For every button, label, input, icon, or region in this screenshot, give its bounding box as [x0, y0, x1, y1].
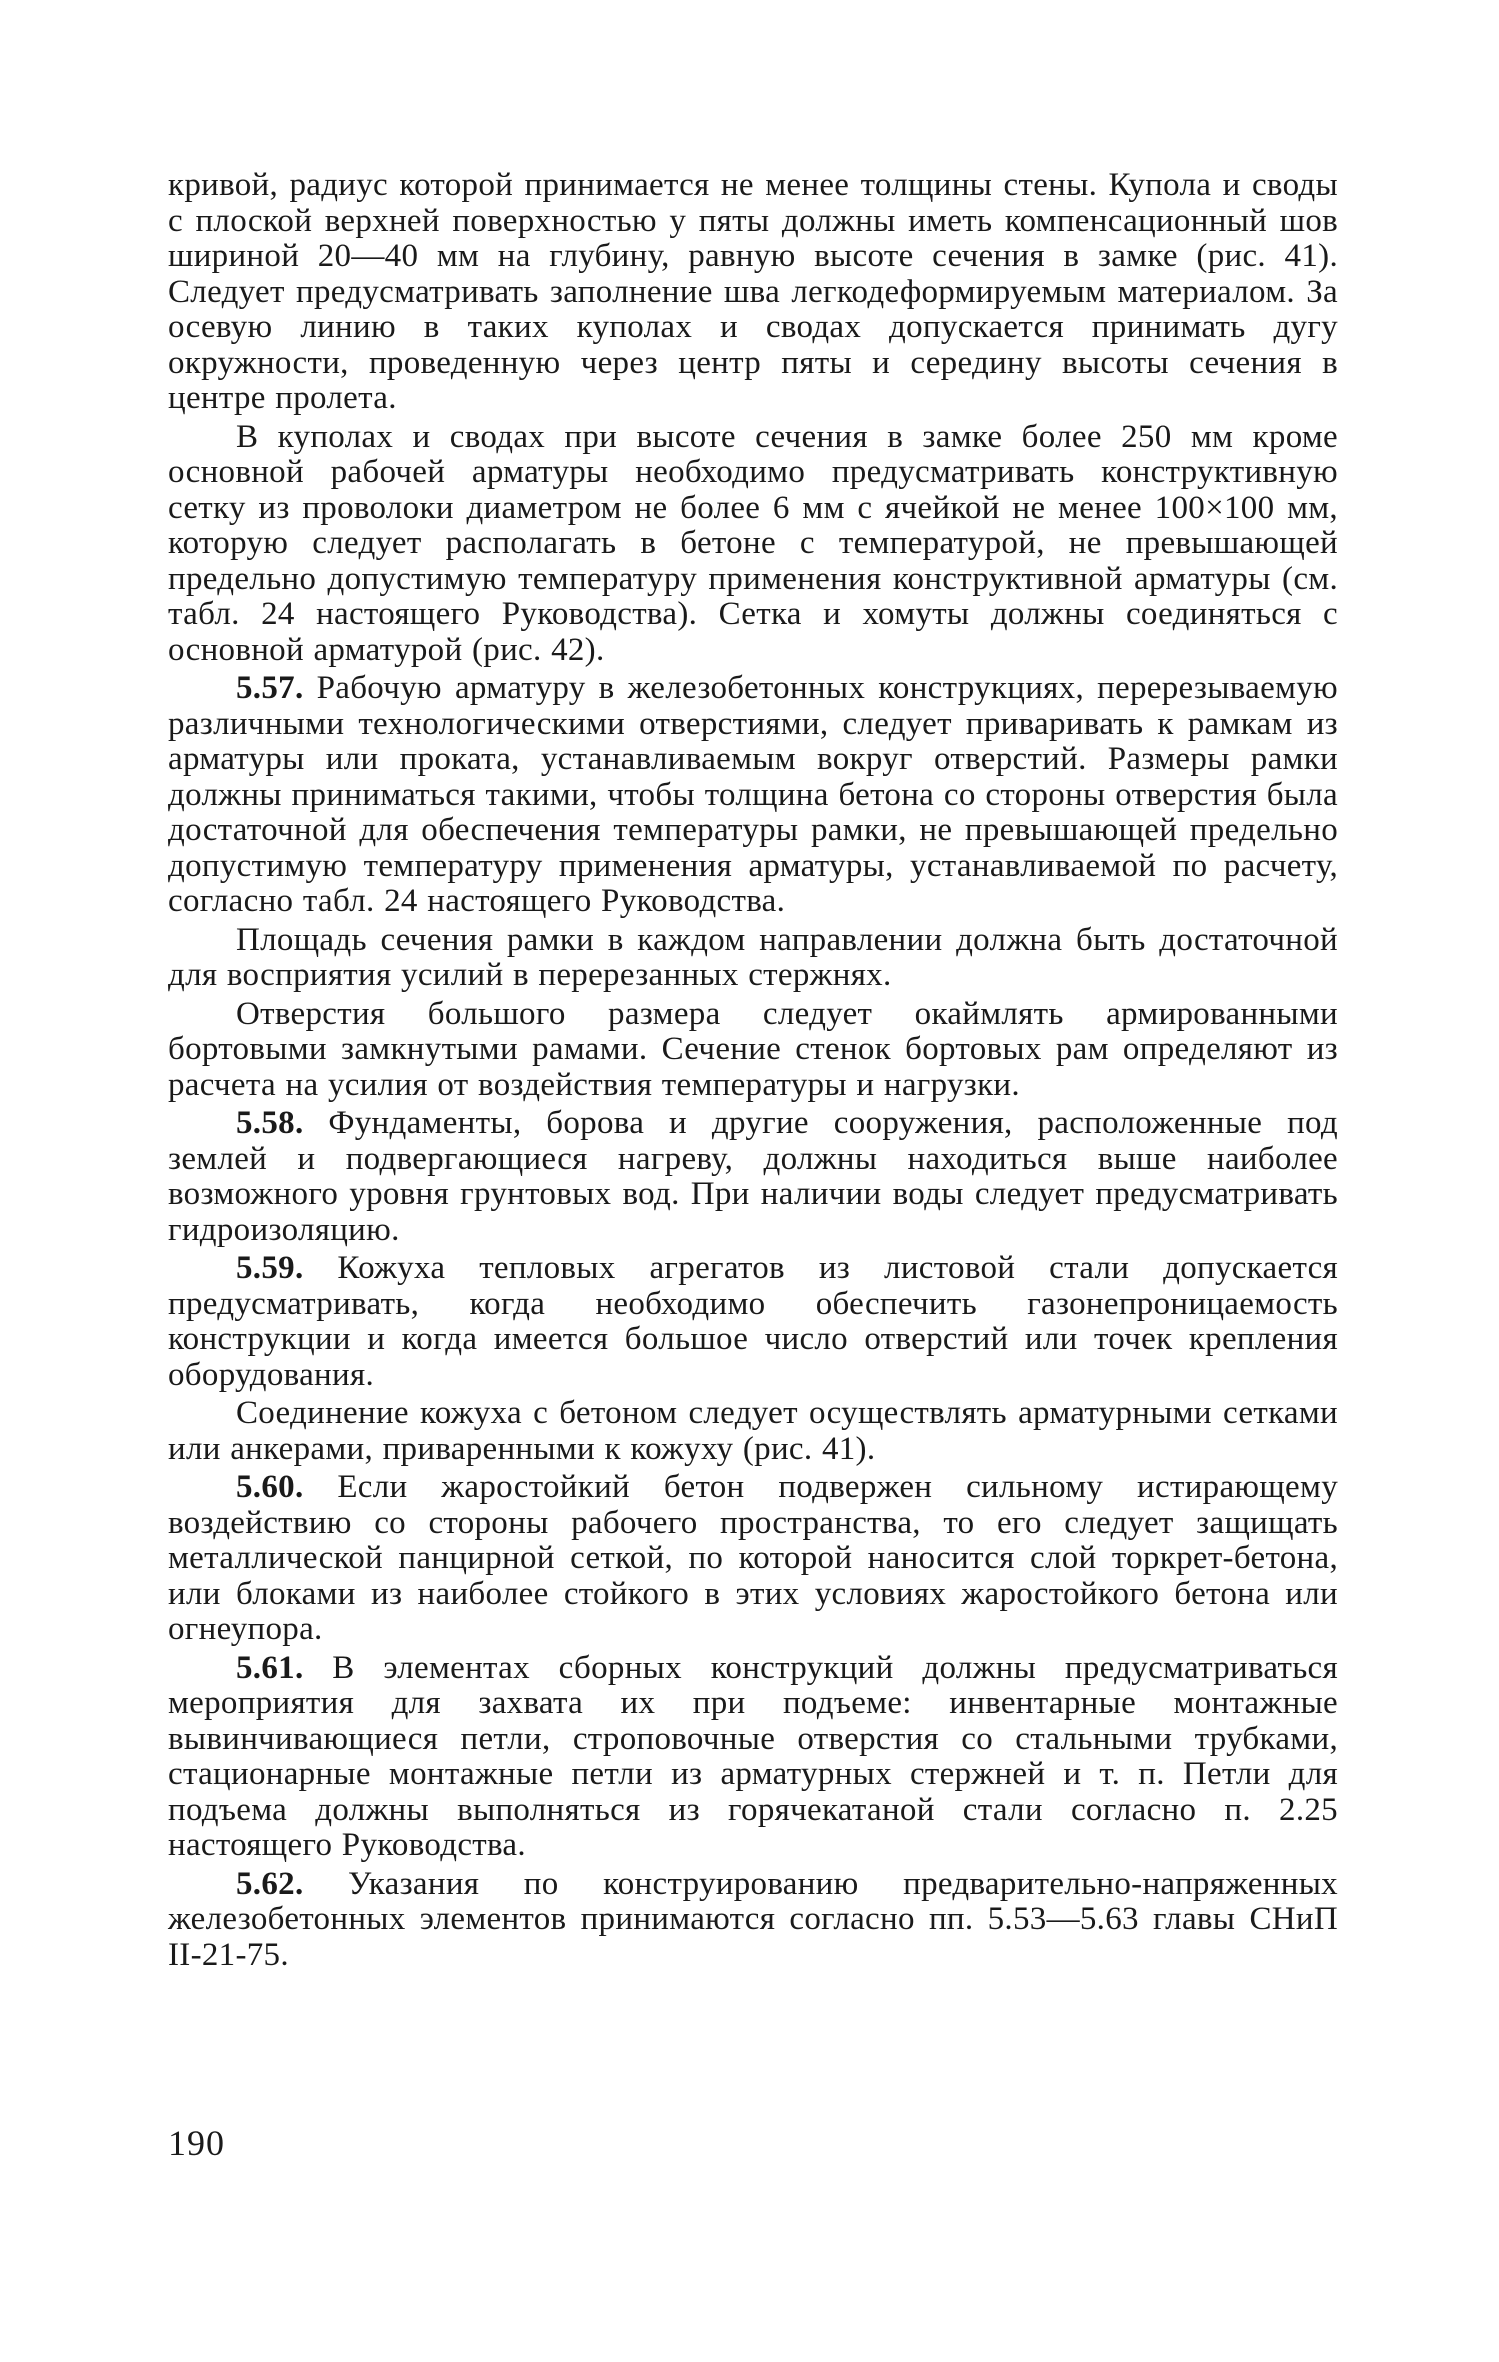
paragraph-5-60: [168, 1470, 1338, 1648]
paragraph-4: [168, 923, 1338, 994]
paragraph-text: Фундаменты, борова и другие сооружения, расположенные под землей и подвергающиеся нагреву, должны находиться выше наиболее возможного уровня грунтовых вод. При наличии воды следует предусматривать гидроизоляцию.: [168, 1105, 1338, 1248]
paragraph-text: В элементах сборных конструкций должны предусматриваться мероприятия для захвата их при подъеме: инвентарные монтажные вывинчивающиеся петли, строповочные отверстия со стальными трубками, стационарные монтажные петли из арматурных стержней и т. п. Петли для подъема должны выполняться из горячекатаной стали согласно п. 2.25 настоящего Руководства.: [168, 1649, 1338, 1863]
clause-number: 5.61.: [236, 1649, 304, 1686]
paragraph-5-61: [168, 1651, 1338, 1864]
page-body: [168, 168, 1338, 1976]
paragraph-text: В куполах и сводах при высоте сечения в замке более 250 мм кроме основной рабочей арматуры необходимо предусматривать конструктивную сетку из проволоки диаметром не более 6 мм с ячейкой не менее 100×100 мм, которую следует располагать в бетоне с температурой, не превышающей предельно допустимую температуру применения конструктивной арматуры (см. табл. 24 настоящего Руководства). Сетка и хомуты должны соединяться с основной арматурой (рис. 42).: [168, 418, 1338, 668]
paragraph-text: Рабочую арматуру в железобетонных конструкциях, перерезываемую различными технологическими отверстиями, следует приваривать к рамкам из арматуры или проката, устанавливаемым вокруг отверстий. Размеры рамки должны приниматься такими, чтобы толщина бетона со стороны отверстия была достаточной для обеспечения температуры рамки, не превышающей предельно допустимую температуру применения арматуры, устанавливаемой по расчету, согласно табл. 24 настоящего Руководства.: [168, 670, 1338, 919]
page-number: 190: [168, 2123, 225, 2163]
paragraph-text: Указания по конструированию предварительно-напряженных железобетонных элементов принимаются согласно пп. 5.53—5.63 главы СНиП II-21-75.: [168, 1865, 1338, 1973]
clause-number: 5.57.: [236, 670, 304, 706]
paragraph-5-57: [168, 671, 1338, 920]
paragraph-text: Если жаростойкий бетон подвержен сильному истирающему воздействию со стороны рабочего пространства, то его следует защищать металлической панцирной сеткой, по которой наносится слой торкрет-бетона, или блоками из наиболее стойкого в этих условиях жаростойкого бетона или огнеупора.: [168, 1469, 1338, 1647]
paragraph-5-62: [168, 1867, 1338, 1974]
clause-number: 5.62.: [236, 1865, 304, 1902]
paragraph-8: [168, 1396, 1338, 1467]
paragraph-text: Площадь сечения рамки в каждом направлении должна быть достаточной для восприятия усилий в перерезанных стержнях.: [168, 921, 1338, 993]
paragraph-text: Кожуха тепловых агрегатов из листовой стали допускается предусматривать, когда необходимо обеспечить газонепроницаемость конструкции и когда имеется большое число отверстий или точек крепления оборудования.: [168, 1250, 1338, 1393]
paragraph-text: кривой, радиус которой принимается не менее толщины стены. Купола и своды с плоской верхней поверхностью у пяты должны иметь компенсационный шов шириной 20—40 мм на глубину, равную высоте сечения в замке (рис. 41). Следует предусматривать заполнение шва легкодеформируемым материалом. За осевую линию в таких куполах и сводах допускается принимать дугу окружности, проведенную через центр пяты и середину высоты сечения в центре пролета.: [168, 167, 1338, 416]
clause-number: 5.60.: [236, 1469, 304, 1505]
clause-number: 5.58.: [236, 1105, 304, 1141]
clause-number: 5.59.: [236, 1250, 304, 1286]
paragraph-5: [168, 997, 1338, 1104]
paragraph-5-58: [168, 1106, 1338, 1248]
paragraph-2: [168, 420, 1338, 669]
paragraph-text: Отверстия большого размера следует окаймлять армированными бортовыми замкнутыми рамами. Сечение стенок бортовых рам определяют из расчета на усилия от воздействия температуры и нагрузки.: [168, 995, 1338, 1103]
paragraph-text: Соединение кожуха с бетоном следует осуществлять арматурными сетками или анкерами, приваренными к кожуху (рис. 41).: [168, 1395, 1338, 1467]
paragraph-5-59: [168, 1251, 1338, 1393]
paragraph-1: [168, 168, 1338, 417]
